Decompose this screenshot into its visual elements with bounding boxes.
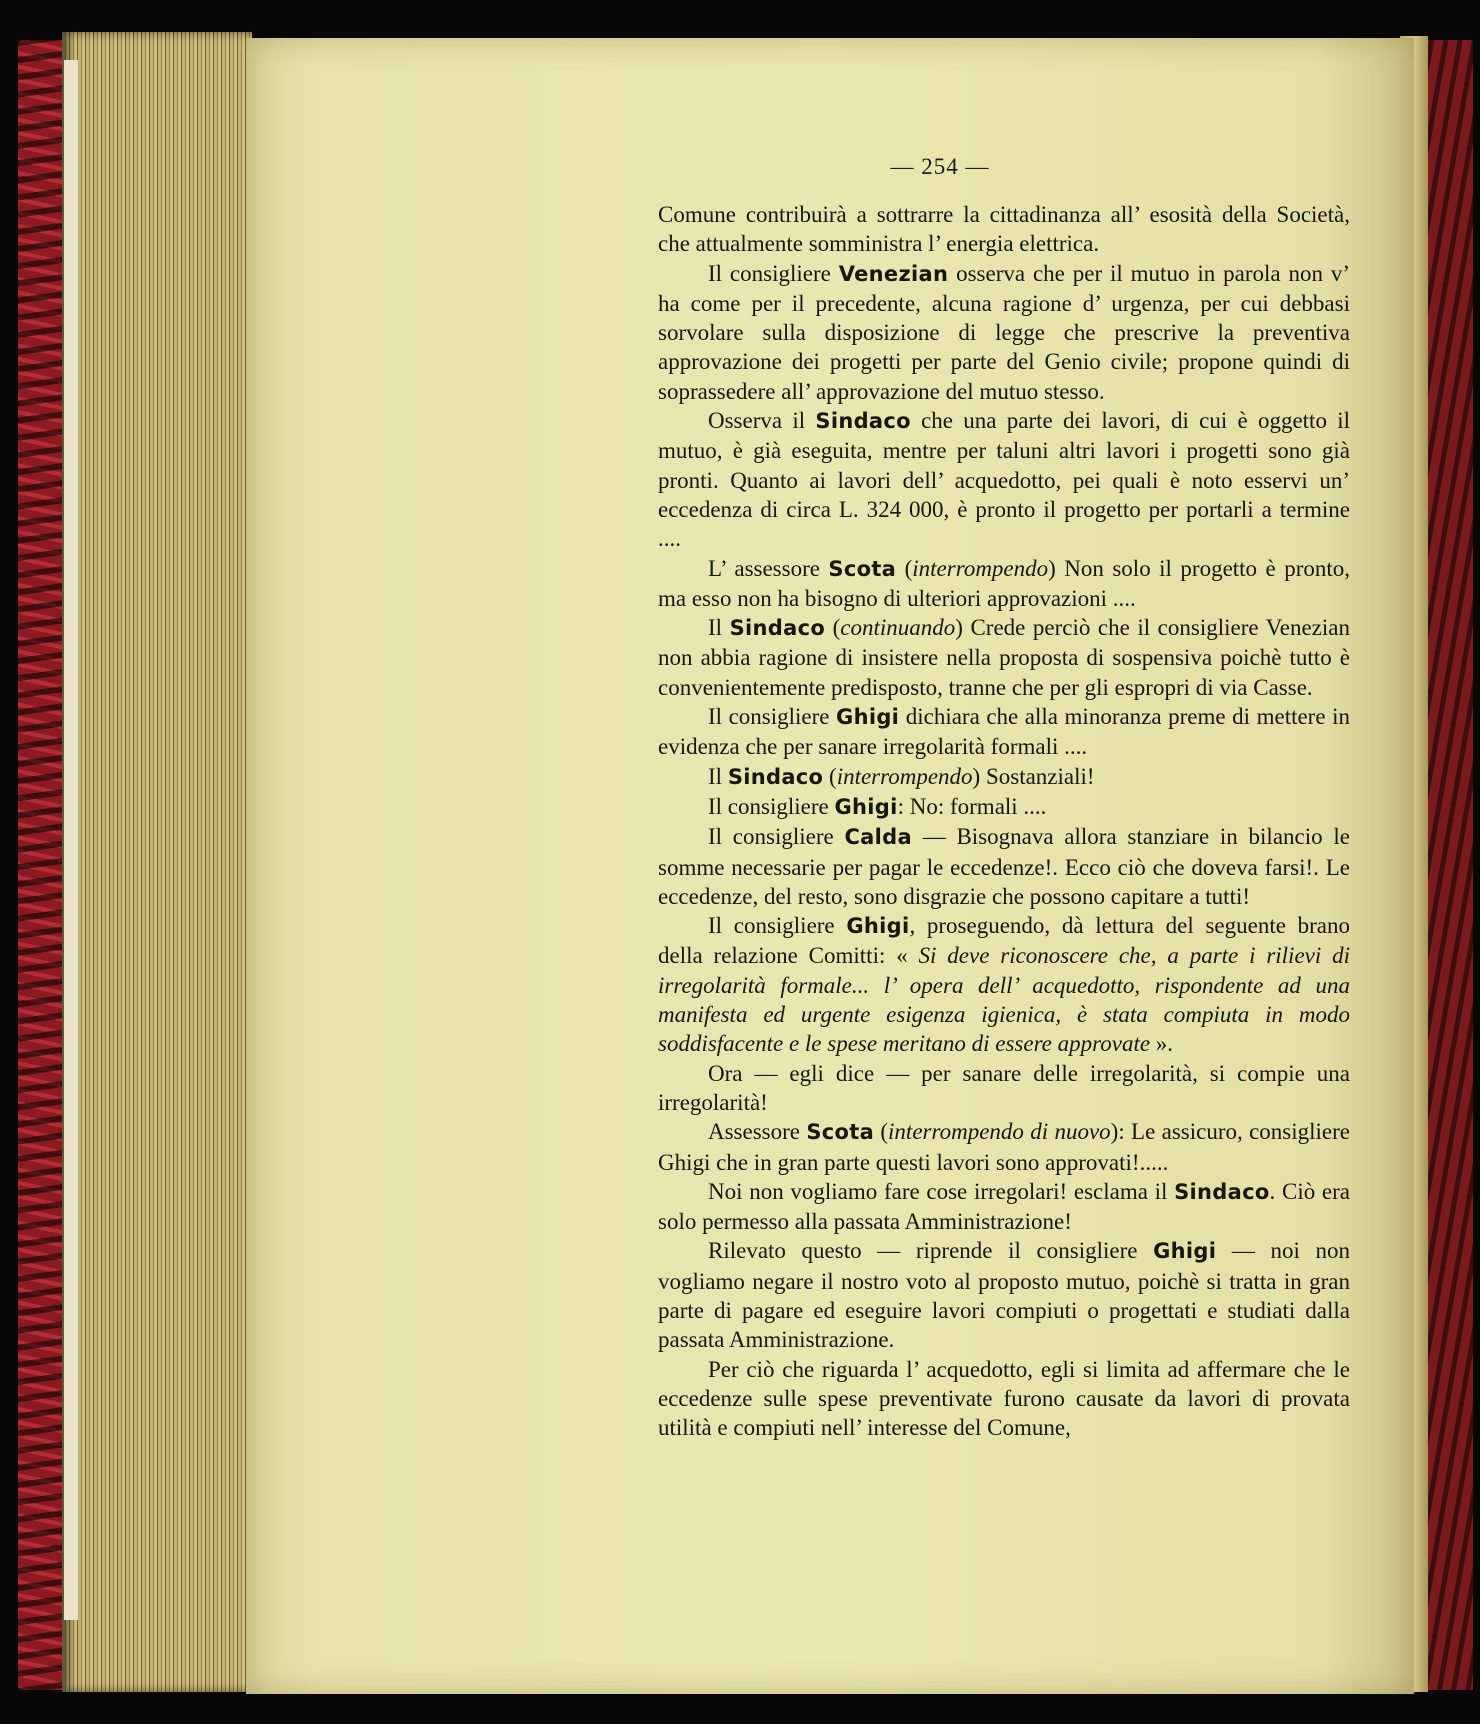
text-run: Osserva il: [708, 408, 816, 434]
page-number: — 254 —: [890, 154, 990, 179]
paragraph: [658, 792, 1350, 822]
text-run: Il: [708, 615, 730, 641]
speaker-name: Ghigi: [846, 914, 910, 939]
speaker-name: Ghigi: [1153, 1239, 1217, 1264]
text-run: Il consigliere: [708, 913, 847, 939]
text-run: — Bisognava allora stanziare in bilancio le somme necessarie per pagar le eccedenze!. Ecco ciò che doveva farsi!. Le eccedenze, del resto, sono disgrazie che possono capitare a tutti!: [658, 824, 1350, 909]
text-run: ».: [1150, 1031, 1174, 1057]
text-run: : No: formali ....: [897, 793, 1047, 819]
text-column: [658, 200, 1350, 1442]
text-run: (: [896, 555, 913, 581]
speaker-name: Scota: [828, 556, 897, 581]
text-run: dichiara che alla minoranza preme di mettere in evidenza che per sanare irregolarità formali ....: [658, 704, 1350, 760]
paragraph: [658, 1059, 1350, 1118]
paragraph: [658, 1236, 1350, 1354]
text-run: (: [825, 615, 841, 641]
speaker-name: Scota: [806, 1120, 875, 1145]
paragraph: [658, 822, 1350, 911]
italic-text: continuando: [840, 615, 956, 641]
text-run: Il consigliere: [708, 824, 845, 850]
speaker-name: Sindaco: [815, 409, 911, 434]
paragraph: [658, 406, 1350, 553]
paragraph: [658, 911, 1350, 1058]
paragraph: [658, 613, 1350, 702]
paragraph: [658, 1117, 1350, 1177]
text-run: — noi non vogliamo negare il nostro voto al proposto mutuo, poichè si tratta in gran parte di pagare ed eseguire lavori compiuti o progettati e studiati dalla passata Amministrazione.: [658, 1238, 1351, 1353]
text-run: L’ assessore: [708, 555, 829, 581]
text-run: Il consigliere: [708, 260, 839, 286]
speaker-name: Sindaco: [727, 764, 824, 789]
text-run: Il: [708, 763, 728, 789]
italic-text: Si deve riconoscere che, a parte i rilievi di irregolarità formale... l’ opera dell’ acquedotto, rispondente ad una manifesta ed urgente esigenza igienica, è stata compiuta in modo soddisfacente e le spese meritano di essere approvate: [658, 943, 1350, 1057]
speaker-name: Sindaco: [729, 616, 826, 641]
italic-text: interrompendo: [836, 763, 973, 789]
paragraph: [658, 554, 1350, 614]
italic-text: interrompendo di nuovo: [888, 1119, 1111, 1145]
text-run: osserva che per il mutuo in parola non v’ ha come per il precedente, alcuna ragione d’ urgenza, per cui debbasi sorvolare sulla disposizione di legge che prescrive la preventiva approvazione dei progetti per parte del Genio civile; propone quindi di soprassedere all’ approvazione del mutuo stesso.: [658, 260, 1350, 404]
italic-text: interrompendo: [912, 555, 1049, 581]
paragraph: [658, 1355, 1350, 1443]
paragraph: [658, 200, 1350, 259]
text-run: Ora — egli dice — per sanare delle irregolarità, si compie una irregolarità!: [658, 1060, 1350, 1115]
text-run: Rilevato questo — riprende il consigliere: [708, 1238, 1154, 1264]
text-run: Noi non vogliamo fare cose irregolari! esclama il: [708, 1178, 1175, 1204]
text-run: ) Non solo il progetto è pronto, ma esso non ha bisogno di ulteriori approvazioni ....: [658, 555, 1350, 611]
text-run: (: [874, 1119, 889, 1145]
page-edge-highlight: [64, 60, 78, 1620]
paragraph: [658, 702, 1350, 762]
paragraph: [658, 259, 1350, 406]
text-run: Per ciò che riguarda l’ acquedotto, egli si limita ad affermare che le eccedenze sulle spese preventivate furono causate da lavori di provata utilità e compiuti nell’ interesse del Comune,: [658, 1356, 1350, 1441]
text-run: che una parte dei lavori, di cui è oggetto il mutuo, è già eseguita, mentre per taluni altri lavori i progetti sono già pronti. Quanto ai lavori dell’ acquedotto, pei quali è noto esservi un’ eccedenza di circa L. 324 000, è pronto il progetto per portarli a termine ....: [658, 408, 1350, 552]
paragraph: [658, 1177, 1350, 1237]
text-run: ) Crede perciò che il consigliere Venezian non abbia ragione di insistere nella proposta di sospensiva poichè tutto è convenientemente predisposto, tranne che per gli espropri di via Casse.: [658, 615, 1350, 700]
text-run: ) Sostanziali!: [972, 763, 1095, 789]
speaker-name: Ghigi: [834, 794, 898, 819]
paragraph: [658, 762, 1350, 792]
text-run: Assessore: [708, 1119, 807, 1145]
text-run: ): Le assicuro, consigliere Ghigi che in gran parte questi lavori sono approvati!.....: [658, 1119, 1350, 1175]
text-run: Il consigliere: [708, 704, 837, 730]
text-run: (: [823, 763, 837, 789]
page-stack-edges: [62, 32, 252, 1692]
text-run: Il consigliere: [708, 793, 835, 819]
text-run: . Ciò era solo permesso alla passata Amministrazione!: [658, 1178, 1350, 1235]
speaker-name: Venezian: [838, 261, 949, 286]
text-run: , proseguendo, dà lettura del seguente brano della relazione Comitti: «: [658, 913, 1350, 969]
text-run: Comune contribuirà a sottrarre la cittadinanza all’ esosità della Società, che attualmente somministra l’ energia elettrica.: [658, 202, 1350, 257]
speaker-name: Sindaco: [1174, 1179, 1270, 1204]
speaker-name: Calda: [844, 825, 912, 850]
speaker-name: Ghigi: [836, 705, 900, 730]
